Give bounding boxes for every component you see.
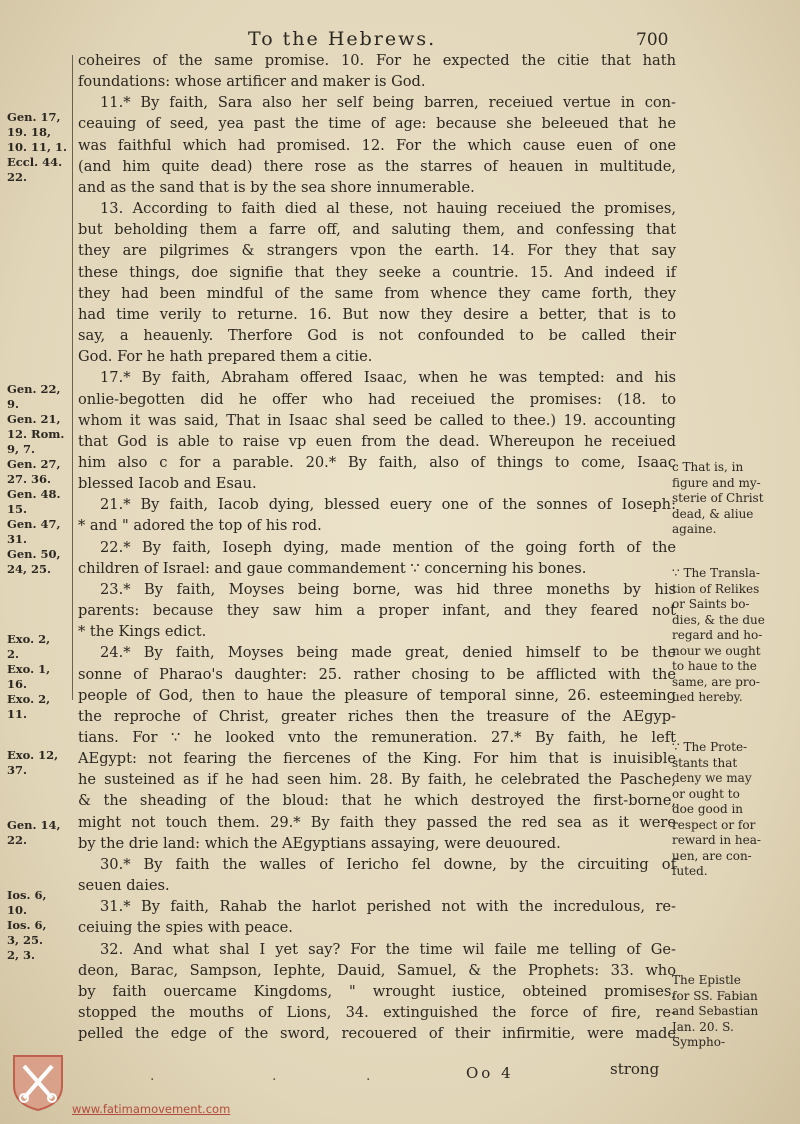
text-line: AEgypt: not fearing the fiercenes of the King. For him that is inuisible: [78, 750, 676, 768]
margin-note-line: 27. 36.: [7, 472, 52, 486]
margin-note-line: Gen. 14,: [7, 818, 61, 832]
margin-rule: [72, 55, 73, 700]
margin-note-line: dies, & the due: [672, 612, 765, 627]
text-line: deon, Barac, Sampson, Iephte, Dauid, Samuel, & the Prophets: 33. who: [78, 961, 676, 979]
margin-note-line: 2.: [7, 647, 20, 661]
margin-note-line: Sympho-: [672, 1035, 726, 1049]
text-line: they are pilgrimes & strangers vpon the earth. 14. For they that say: [78, 242, 676, 260]
margin-note-line: againe.: [672, 522, 717, 536]
margin-note-line: 19. 18,: [7, 125, 52, 139]
margin-note-line: 10. 11, 1.: [7, 140, 68, 154]
margin-note-line: uen, are con-: [672, 848, 752, 863]
margin-note-line: Eccl. 44.: [7, 155, 63, 169]
margin-note-line: Exo. 1,: [7, 662, 51, 676]
margin-note-line: The Epistle: [672, 973, 741, 987]
text-line: 30.* By faith the walles of Iericho fel downe, by the circuiting of: [100, 855, 676, 873]
margin-note-line: 3, 25.: [7, 933, 44, 947]
margin-note-line: 22.: [7, 833, 28, 847]
text-line: coheires of the same promise. 10. For he expected the citie that hath: [78, 52, 676, 69]
margin-note-line: 10.: [7, 903, 28, 917]
margin-note-line: 9.: [7, 397, 20, 411]
margin-note-line: tion of Relikes: [672, 581, 760, 596]
margin-note-line: 22.: [7, 170, 28, 184]
margin-note-line: or Saints bo-: [672, 597, 750, 611]
margin-note-line: figure and my-: [672, 475, 761, 490]
text-line: stopped the mouths of Lions, 34. extinguished the force of fire, re-: [78, 1004, 676, 1022]
text-line: the reproche of Christ, greater riches then the treasure of the AEgyp-: [78, 707, 676, 725]
margin-note-line: for SS. Fabian: [672, 988, 758, 1003]
text-line: 32. And what shal I yet say? For the time wil faile me telling of Ge-: [100, 940, 676, 958]
margin-note-line: c That is, in: [672, 460, 744, 474]
margin-note-line: 9, 7.: [7, 442, 36, 456]
papal-keys-logo-icon: [10, 1052, 66, 1112]
catchword: strong: [610, 1060, 660, 1078]
text-line: & the sheading of the bloud: that he which destroyed the first-borne,: [78, 792, 676, 810]
text-line: onlie-begotten did he offer who had receiued the promises: (18. to: [78, 390, 676, 408]
left-margin-notes-6: [7, 888, 47, 963]
page-title: To the Hebrews.: [248, 28, 437, 50]
left-margin-notes-5: [7, 818, 61, 848]
text-line: * and " adored the top of his rod.: [78, 517, 322, 535]
text-line: foundations: whose artificer and maker is God.: [78, 73, 426, 91]
margin-note-line: respect or for: [672, 817, 756, 832]
margin-note-line: ued hereby.: [672, 690, 743, 704]
margin-note-line: dead, & aliue: [672, 506, 754, 521]
margin-note-line: Gen. 22,: [7, 382, 61, 396]
text-line: sonne of Pharao's daughter: 25. rather chosing to be afflicted with the: [78, 665, 676, 683]
margin-note-line: Gen. 27,: [7, 457, 61, 471]
text-line: these things, doe signifie that they seeke a countrie. 15. And indeed if: [78, 263, 676, 281]
left-margin-notes-4: [7, 748, 58, 778]
decorative-dot: .: [366, 1068, 371, 1084]
left-margin-notes-1: [7, 110, 67, 185]
margin-note-line: ∵ The Transla-: [672, 566, 760, 580]
margin-note-line: futed.: [672, 864, 708, 878]
text-line: 11.* By faith, Sara also her self being barren, receiued vertue in con-: [100, 94, 676, 112]
text-line: ceiuing the spies with peace.: [78, 919, 293, 937]
margin-note-line: 12. Rom.: [7, 427, 65, 441]
text-line: tians. For ∵ he looked vnto the remuneration. 27.* By faith, he left: [78, 729, 676, 746]
text-line: 21.* By faith, Iacob dying, blessed euery one of the sonnes of Ioseph:: [100, 496, 676, 514]
text-line: seuen daies.: [78, 877, 170, 895]
text-line: blessed Iacob and Esau.: [78, 475, 257, 493]
margin-note-line: Ian. 20. S.: [672, 1019, 734, 1034]
margin-note-line: Ios. 6,: [7, 888, 47, 902]
margin-note-line: 2, 3.: [7, 948, 36, 962]
margin-note-line: Gen. 48.: [7, 487, 61, 501]
margin-note-line: deny we may: [672, 771, 752, 785]
margin-note-line: Exo. 2,: [7, 692, 51, 706]
text-line: * the Kings edict.: [78, 623, 207, 641]
margin-note-line: Gen. 50,: [7, 547, 61, 561]
margin-note-line: to haue to the: [672, 659, 757, 673]
margin-note-line: Gen. 21,: [7, 412, 61, 426]
right-margin-note-3: [672, 740, 761, 880]
text-line: God. For he hath prepared them a citie.: [78, 348, 373, 366]
margin-note-line: Ios. 6,: [7, 918, 47, 932]
text-line: that God is able to raise vp euen from the dead. Whereupon he receiued: [78, 432, 676, 450]
text-line: was faithful which had promised. 12. For the which cause euen of one: [78, 136, 676, 154]
decorative-dot: .: [272, 1068, 277, 1084]
margin-note-line: Gen. 17,: [7, 110, 61, 124]
margin-note-line: 16.: [7, 677, 28, 691]
left-margin-notes-3: [7, 632, 50, 722]
text-line: they had been mindful of the same from whence they came forth, they: [78, 284, 676, 302]
left-margin-notes-2: [7, 382, 64, 577]
text-line: 22.* By faith, Ioseph dying, made mention of the going forth of the: [100, 538, 676, 556]
margin-note-line: Exo. 12,: [7, 748, 59, 762]
text-line: by the drie land: which the AEgyptians assaying, were deuoured.: [78, 834, 561, 852]
margin-note-line: sterie of Christ: [672, 491, 764, 505]
body-text: [78, 50, 676, 1044]
text-line: by faith ouercame Kingdoms, " wrought iustice, obteined promises,: [78, 982, 676, 1000]
margin-note-line: ∵ The Prote-: [672, 740, 748, 754]
text-line: children of Israel: and gaue commandement ∵ concerning his bones.: [78, 559, 587, 577]
text-line: him also c for a parable. 20.* By faith, also of things to come, Isaac: [78, 453, 676, 471]
margin-note-line: same, are pro-: [672, 674, 760, 689]
text-line: (and him quite dead) there rose as the starres of heauen in multitude,: [78, 157, 676, 175]
margin-note-line: 37.: [7, 763, 28, 777]
text-line: 13. According to faith died al these, not hauing receiued the promises,: [100, 200, 676, 218]
text-line: he susteined as if he had seen him. 28. By faith, he celebrated the Pasche,: [78, 771, 676, 789]
margin-note-line: regard and ho-: [672, 628, 763, 642]
margin-note-line: 15.: [7, 502, 28, 516]
page-number: 700: [636, 30, 669, 50]
text-line: 23.* By faith, Moyses being borne, was hid three moneths by his: [100, 580, 676, 598]
text-line: pelled the edge of the sword, recouered of their infirmitie, were made: [78, 1025, 676, 1043]
text-line: might not touch them. 29.* By faith they passed the red sea as it were: [78, 813, 676, 831]
right-margin-note-1: [672, 460, 764, 538]
margin-note-line: or ought to: [672, 786, 740, 801]
margin-note-line: Gen. 47,: [7, 517, 61, 531]
margin-note-line: 31.: [7, 532, 28, 546]
margin-note-line: and Sebastian: [672, 1004, 759, 1018]
text-line: had time verily to returne. 16. But now they desire a better, that is to: [78, 305, 676, 323]
margin-note-line: 24, 25.: [7, 562, 52, 576]
right-margin-note-4: [672, 973, 758, 1051]
text-line: 31.* By faith, Rahab the harlot perished not with the incredulous, re-: [100, 898, 676, 916]
text-line: whom it was said, That in Isaac shal seed be called to thee.) 19. accounting: [78, 411, 676, 429]
website-link[interactable]: www.fatimamovement.com: [72, 1102, 231, 1116]
text-line: but beholding them a farre off, and saluting them, and confessing that: [78, 221, 676, 239]
decorative-dot: .: [150, 1068, 155, 1084]
text-line: people of God, then to haue the pleasure of temporal sinne, 26. esteeming: [78, 686, 676, 704]
text-line: parents: because they saw him a proper infant, and they feared not: [78, 602, 676, 620]
margin-note-line: reward in hea-: [672, 833, 761, 847]
text-line: 17.* By faith, Abraham offered Isaac, when he was tempted: and his: [100, 369, 676, 387]
text-line: 24.* By faith, Moyses being made great, denied himself to be the: [100, 644, 676, 662]
text-line: say, a heauenly. Therfore God is not confounded to be called their: [78, 327, 676, 345]
margin-note-line: stants that: [672, 755, 738, 770]
signature-mark: Oo 4: [466, 1064, 514, 1082]
text-line: ceauing of seed, yea past the time of age: because she beleeued that he: [78, 115, 676, 133]
margin-note-line: 11.: [7, 707, 28, 721]
margin-note-line: Exo. 2,: [7, 632, 51, 646]
margin-note-line: doe good in: [672, 802, 744, 816]
right-margin-note-2: [672, 566, 765, 706]
margin-note-line: nour we ought: [672, 643, 761, 658]
text-line: and as the sand that is by the sea shore innumerable.: [78, 178, 475, 196]
